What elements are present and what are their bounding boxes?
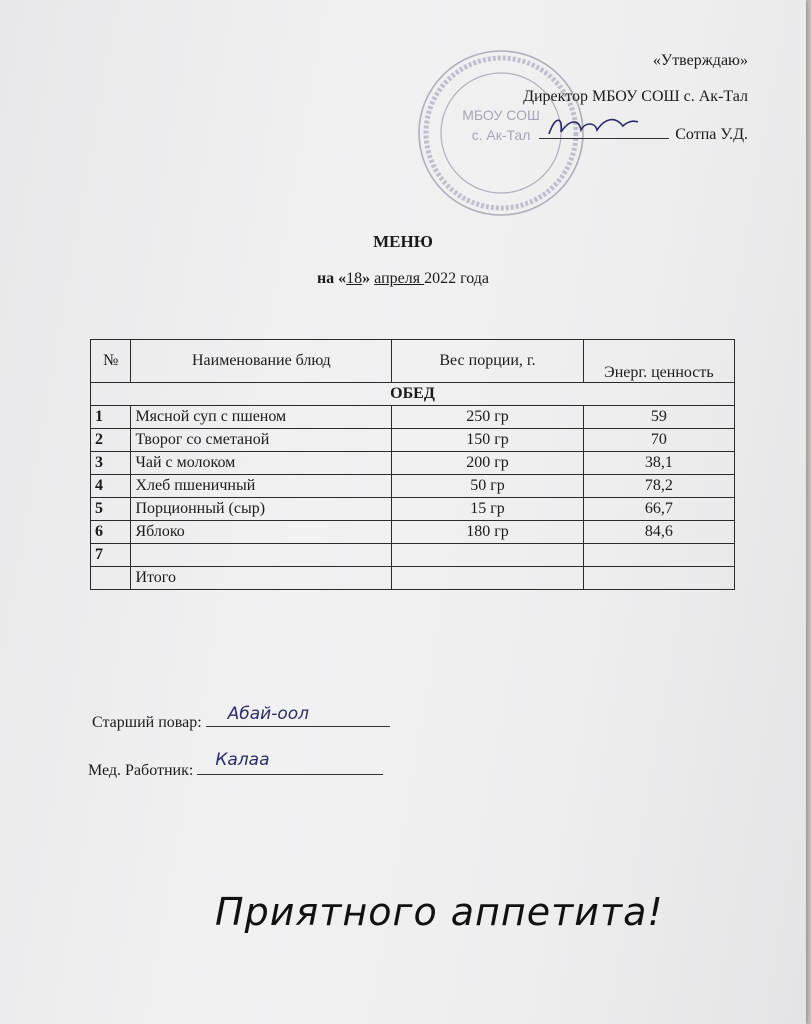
row-number: 7 xyxy=(91,544,131,567)
energy-value: 38,1 xyxy=(583,452,734,475)
medic-label: Мед. Работник: xyxy=(88,762,194,779)
section-lunch: ОБЕД xyxy=(91,383,735,406)
approver-name: Сотпа У.Д. xyxy=(675,126,748,143)
closing-wish: Приятного аппетита! xyxy=(215,890,664,934)
table-row xyxy=(91,475,735,498)
dish-name: Хлеб пшеничный xyxy=(131,475,392,498)
total-number-cell xyxy=(91,567,131,590)
row-number: 1 xyxy=(91,406,131,429)
row-number: 5 xyxy=(91,498,131,521)
header-number: № xyxy=(91,340,131,383)
medic-signature-row xyxy=(88,750,383,780)
total-row xyxy=(91,567,735,590)
approve-heading: «Утверждаю» xyxy=(652,52,748,69)
row-number: 4 xyxy=(91,475,131,498)
table-row xyxy=(91,544,735,567)
portion-weight: 150 гр xyxy=(392,429,584,452)
portion-weight: 180 гр xyxy=(392,521,584,544)
stamp-line-2: с. Ак-Тал xyxy=(471,127,531,143)
table-header-row xyxy=(91,340,735,383)
dish-name xyxy=(131,544,392,567)
date-mid: » xyxy=(362,270,375,287)
menu-table xyxy=(90,339,735,590)
total-label: Итого xyxy=(131,567,392,590)
portion-weight: 250 гр xyxy=(392,406,584,429)
row-number: 6 xyxy=(91,521,131,544)
chef-label: Старший повар: xyxy=(92,714,202,731)
date-suffix: 2022 года xyxy=(424,270,490,287)
chef-signature: Абай-оол xyxy=(227,704,310,724)
director-signature xyxy=(545,112,640,142)
medic-signature-line xyxy=(197,750,383,775)
dish-name: Яблоко xyxy=(131,521,392,544)
portion-weight: 15 гр xyxy=(392,498,584,521)
dish-name: Порционный (сыр) xyxy=(131,498,392,521)
date-month: апреля xyxy=(374,270,425,287)
approver-position: Директор МБОУ СОШ с. Ак-Тал xyxy=(523,88,748,105)
date-prefix: на « xyxy=(316,270,347,287)
header-dish-name: Наименование блюд xyxy=(131,340,392,383)
dish-name: Чай с молоком xyxy=(131,452,392,475)
page-title: МЕНЮ xyxy=(373,232,433,251)
dish-name: Мясной суп с пшеном xyxy=(131,406,392,429)
total-energy-cell xyxy=(583,567,734,590)
chef-signature-line xyxy=(206,704,390,727)
table-row xyxy=(91,406,735,429)
energy-value xyxy=(583,544,734,567)
stamp-line-1: МБОУ СОШ xyxy=(462,107,540,123)
medic-signature: Калаа xyxy=(215,750,270,770)
table-row xyxy=(91,498,735,521)
energy-value: 78,2 xyxy=(583,475,734,498)
table-row xyxy=(91,429,735,452)
energy-value: 70 xyxy=(583,429,734,452)
portion-weight xyxy=(392,544,584,567)
portion-weight: 200 гр xyxy=(392,452,584,475)
date-day: 18 xyxy=(346,270,363,287)
chef-signature-row xyxy=(92,704,390,732)
table-row xyxy=(91,452,735,475)
energy-value: 59 xyxy=(583,406,734,429)
energy-value: 84,6 xyxy=(583,521,734,544)
row-number: 2 xyxy=(91,429,131,452)
row-number: 3 xyxy=(91,452,131,475)
energy-value: 66,7 xyxy=(583,498,734,521)
total-weight-cell xyxy=(392,567,584,590)
header-portion-weight: Вес порции, г. xyxy=(392,340,584,383)
menu-date xyxy=(0,270,806,288)
portion-weight: 50 гр xyxy=(392,475,584,498)
dish-name: Творог со сметаной xyxy=(131,429,392,452)
table-row xyxy=(91,521,735,544)
section-row xyxy=(91,383,735,406)
header-energy-value: Энерг. ценность xyxy=(583,340,734,383)
